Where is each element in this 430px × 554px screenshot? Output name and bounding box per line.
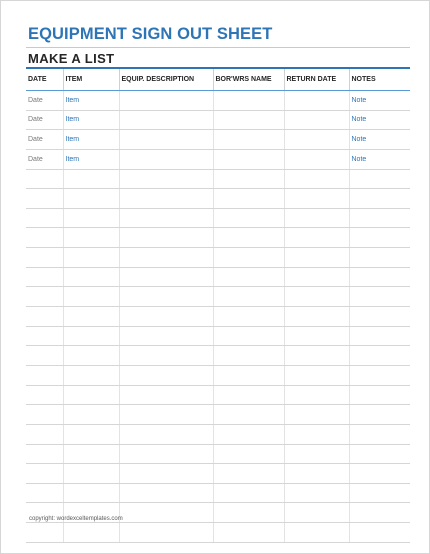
cell-description[interactable] [119, 424, 213, 444]
cell-description[interactable] [119, 149, 213, 169]
cell-date[interactable] [26, 228, 63, 248]
cell-description[interactable] [119, 307, 213, 327]
cell-borrower-name[interactable] [213, 307, 284, 327]
cell-borrower-name[interactable] [213, 228, 284, 248]
cell-description[interactable] [119, 523, 213, 543]
cell-date[interactable]: Date [26, 91, 63, 111]
table-row [26, 110, 410, 130]
cell-description[interactable] [119, 169, 213, 189]
table-row [26, 248, 410, 268]
cell-date[interactable]: Date [26, 149, 63, 169]
cell-borrower-name[interactable] [213, 130, 284, 150]
cell-date[interactable] [26, 287, 63, 307]
cell-item[interactable] [63, 267, 119, 287]
cell-description[interactable] [119, 444, 213, 464]
cell-item[interactable] [63, 365, 119, 385]
cell-date[interactable] [26, 444, 63, 464]
cell-notes[interactable] [349, 503, 410, 523]
cell-borrower-name[interactable] [213, 248, 284, 268]
cell-borrower-name[interactable] [213, 365, 284, 385]
cell-return-date[interactable] [284, 464, 349, 484]
cell-date[interactable] [26, 267, 63, 287]
cell-item[interactable] [63, 326, 119, 346]
cell-notes[interactable] [349, 287, 410, 307]
cell-notes[interactable] [349, 228, 410, 248]
cell-borrower-name[interactable] [213, 169, 284, 189]
table-row [26, 189, 410, 209]
table-row [26, 267, 410, 287]
cell-notes[interactable]: Note [349, 110, 410, 130]
cell-borrower-name[interactable] [213, 208, 284, 228]
cell-date[interactable] [26, 405, 63, 425]
cell-description[interactable] [119, 248, 213, 268]
cell-notes[interactable] [349, 424, 410, 444]
cell-date[interactable] [26, 464, 63, 484]
cell-return-date[interactable] [284, 287, 349, 307]
table-row [26, 464, 410, 484]
cell-return-date[interactable] [284, 228, 349, 248]
table-row [26, 424, 410, 444]
cell-item[interactable] [63, 208, 119, 228]
cell-notes[interactable] [349, 444, 410, 464]
cell-borrower-name[interactable] [213, 149, 284, 169]
table-row [26, 307, 410, 327]
cell-borrower-name[interactable] [213, 405, 284, 425]
cell-item[interactable] [63, 287, 119, 307]
cell-notes[interactable] [349, 405, 410, 425]
cell-borrower-name[interactable] [213, 287, 284, 307]
cell-item[interactable] [63, 483, 119, 503]
cell-borrower-name[interactable] [213, 326, 284, 346]
cell-return-date[interactable] [284, 365, 349, 385]
cell-return-date[interactable] [284, 189, 349, 209]
cell-return-date[interactable] [284, 523, 349, 543]
cell-notes[interactable] [349, 326, 410, 346]
cell-item[interactable] [63, 169, 119, 189]
cell-return-date[interactable] [284, 110, 349, 130]
cell-description[interactable] [119, 267, 213, 287]
cell-borrower-name[interactable] [213, 483, 284, 503]
cell-date[interactable] [26, 523, 63, 543]
table-row [26, 385, 410, 405]
cell-notes[interactable] [349, 346, 410, 366]
cell-description[interactable] [119, 385, 213, 405]
cell-description[interactable] [119, 464, 213, 484]
cell-date[interactable]: Date [26, 110, 63, 130]
cell-borrower-name[interactable] [213, 385, 284, 405]
table-row [26, 91, 410, 111]
cell-return-date[interactable] [284, 444, 349, 464]
column-header-description: EQUIP. DESCRIPTION [119, 69, 213, 91]
cell-return-date[interactable] [284, 208, 349, 228]
cell-date[interactable] [26, 483, 63, 503]
copyright-footer: copyright: wordexceltemplates.com [29, 516, 123, 522]
table-row [26, 483, 410, 503]
cell-notes[interactable]: Note [349, 91, 410, 111]
cell-notes[interactable] [349, 365, 410, 385]
table-row [26, 130, 410, 150]
cell-notes[interactable] [349, 208, 410, 228]
cell-description[interactable] [119, 326, 213, 346]
cell-description[interactable] [119, 287, 213, 307]
cell-date[interactable] [26, 424, 63, 444]
cell-return-date[interactable] [284, 248, 349, 268]
cell-description[interactable] [119, 346, 213, 366]
cell-date[interactable] [26, 248, 63, 268]
cell-notes[interactable] [349, 248, 410, 268]
cell-notes[interactable] [349, 189, 410, 209]
cell-notes[interactable] [349, 483, 410, 503]
table-row [26, 346, 410, 366]
table-row [26, 523, 410, 543]
document-title: EQUIPMENT SIGN OUT SHEET [28, 25, 273, 43]
cell-date[interactable]: Date [26, 130, 63, 150]
cell-description[interactable] [119, 189, 213, 209]
cell-item[interactable] [63, 424, 119, 444]
cell-return-date[interactable] [284, 424, 349, 444]
cell-return-date[interactable] [284, 346, 349, 366]
cell-date[interactable] [26, 365, 63, 385]
cell-borrower-name[interactable] [213, 424, 284, 444]
cell-description[interactable] [119, 503, 213, 523]
cell-item[interactable]: Item [63, 110, 119, 130]
column-header-notes: NOTES [349, 69, 410, 91]
cell-return-date[interactable] [284, 483, 349, 503]
cell-notes[interactable]: Note [349, 130, 410, 150]
cell-notes[interactable]: Note [349, 149, 410, 169]
cell-return-date[interactable] [284, 326, 349, 346]
cell-return-date[interactable] [284, 405, 349, 425]
cell-item[interactable] [63, 385, 119, 405]
cell-return-date[interactable] [284, 149, 349, 169]
cell-item[interactable] [63, 444, 119, 464]
table-row [26, 365, 410, 385]
column-header-borrower-name: BOR'WRS NAME [213, 69, 284, 91]
cell-borrower-name[interactable] [213, 346, 284, 366]
cell-notes[interactable] [349, 169, 410, 189]
table-row [26, 405, 410, 425]
cell-item[interactable] [63, 464, 119, 484]
cell-item[interactable] [63, 523, 119, 543]
title-divider [26, 47, 410, 48]
cell-description[interactable] [119, 110, 213, 130]
cell-item[interactable] [63, 346, 119, 366]
column-header-item: ITEM [63, 69, 119, 91]
cell-return-date[interactable] [284, 385, 349, 405]
cell-item[interactable] [63, 405, 119, 425]
cell-date[interactable] [26, 326, 63, 346]
cell-item[interactable] [63, 307, 119, 327]
cell-date[interactable] [26, 385, 63, 405]
cell-description[interactable] [119, 365, 213, 385]
cell-item[interactable]: Item [63, 149, 119, 169]
cell-notes[interactable] [349, 267, 410, 287]
table-row [26, 228, 410, 248]
cell-notes[interactable] [349, 385, 410, 405]
cell-date[interactable] [26, 346, 63, 366]
table-row [26, 444, 410, 464]
cell-borrower-name[interactable] [213, 523, 284, 543]
table-header-row [26, 69, 410, 91]
cell-notes[interactable] [349, 307, 410, 327]
cell-date[interactable] [26, 169, 63, 189]
table-row [26, 326, 410, 346]
cell-return-date[interactable] [284, 91, 349, 111]
cell-date[interactable] [26, 208, 63, 228]
cell-borrower-name[interactable] [213, 110, 284, 130]
table-row [26, 149, 410, 169]
cell-borrower-name[interactable] [213, 189, 284, 209]
cell-return-date[interactable] [284, 503, 349, 523]
cell-description[interactable] [119, 91, 213, 111]
cell-notes[interactable] [349, 464, 410, 484]
cell-item[interactable] [63, 189, 119, 209]
cell-return-date[interactable] [284, 267, 349, 287]
cell-description[interactable] [119, 208, 213, 228]
document-subtitle: MAKE A LIST [28, 51, 115, 66]
cell-description[interactable] [119, 130, 213, 150]
cell-date[interactable] [26, 307, 63, 327]
cell-borrower-name[interactable] [213, 464, 284, 484]
cell-item[interactable]: Item [63, 130, 119, 150]
cell-notes[interactable] [349, 523, 410, 543]
cell-borrower-name[interactable] [213, 91, 284, 111]
cell-borrower-name[interactable] [213, 503, 284, 523]
table-body [26, 91, 410, 543]
sign-out-table [26, 69, 410, 543]
cell-return-date[interactable] [284, 130, 349, 150]
table-row [26, 169, 410, 189]
column-header-return-date: RETURN DATE [284, 69, 349, 91]
cell-return-date[interactable] [284, 169, 349, 189]
table-row [26, 208, 410, 228]
cell-description[interactable] [119, 228, 213, 248]
cell-item[interactable] [63, 248, 119, 268]
cell-description[interactable] [119, 405, 213, 425]
cell-item[interactable]: Item [63, 91, 119, 111]
cell-borrower-name[interactable] [213, 267, 284, 287]
cell-borrower-name[interactable] [213, 444, 284, 464]
cell-return-date[interactable] [284, 307, 349, 327]
column-header-date: DATE [26, 69, 63, 91]
cell-item[interactable] [63, 228, 119, 248]
cell-date[interactable] [26, 189, 63, 209]
cell-description[interactable] [119, 483, 213, 503]
table-row [26, 287, 410, 307]
